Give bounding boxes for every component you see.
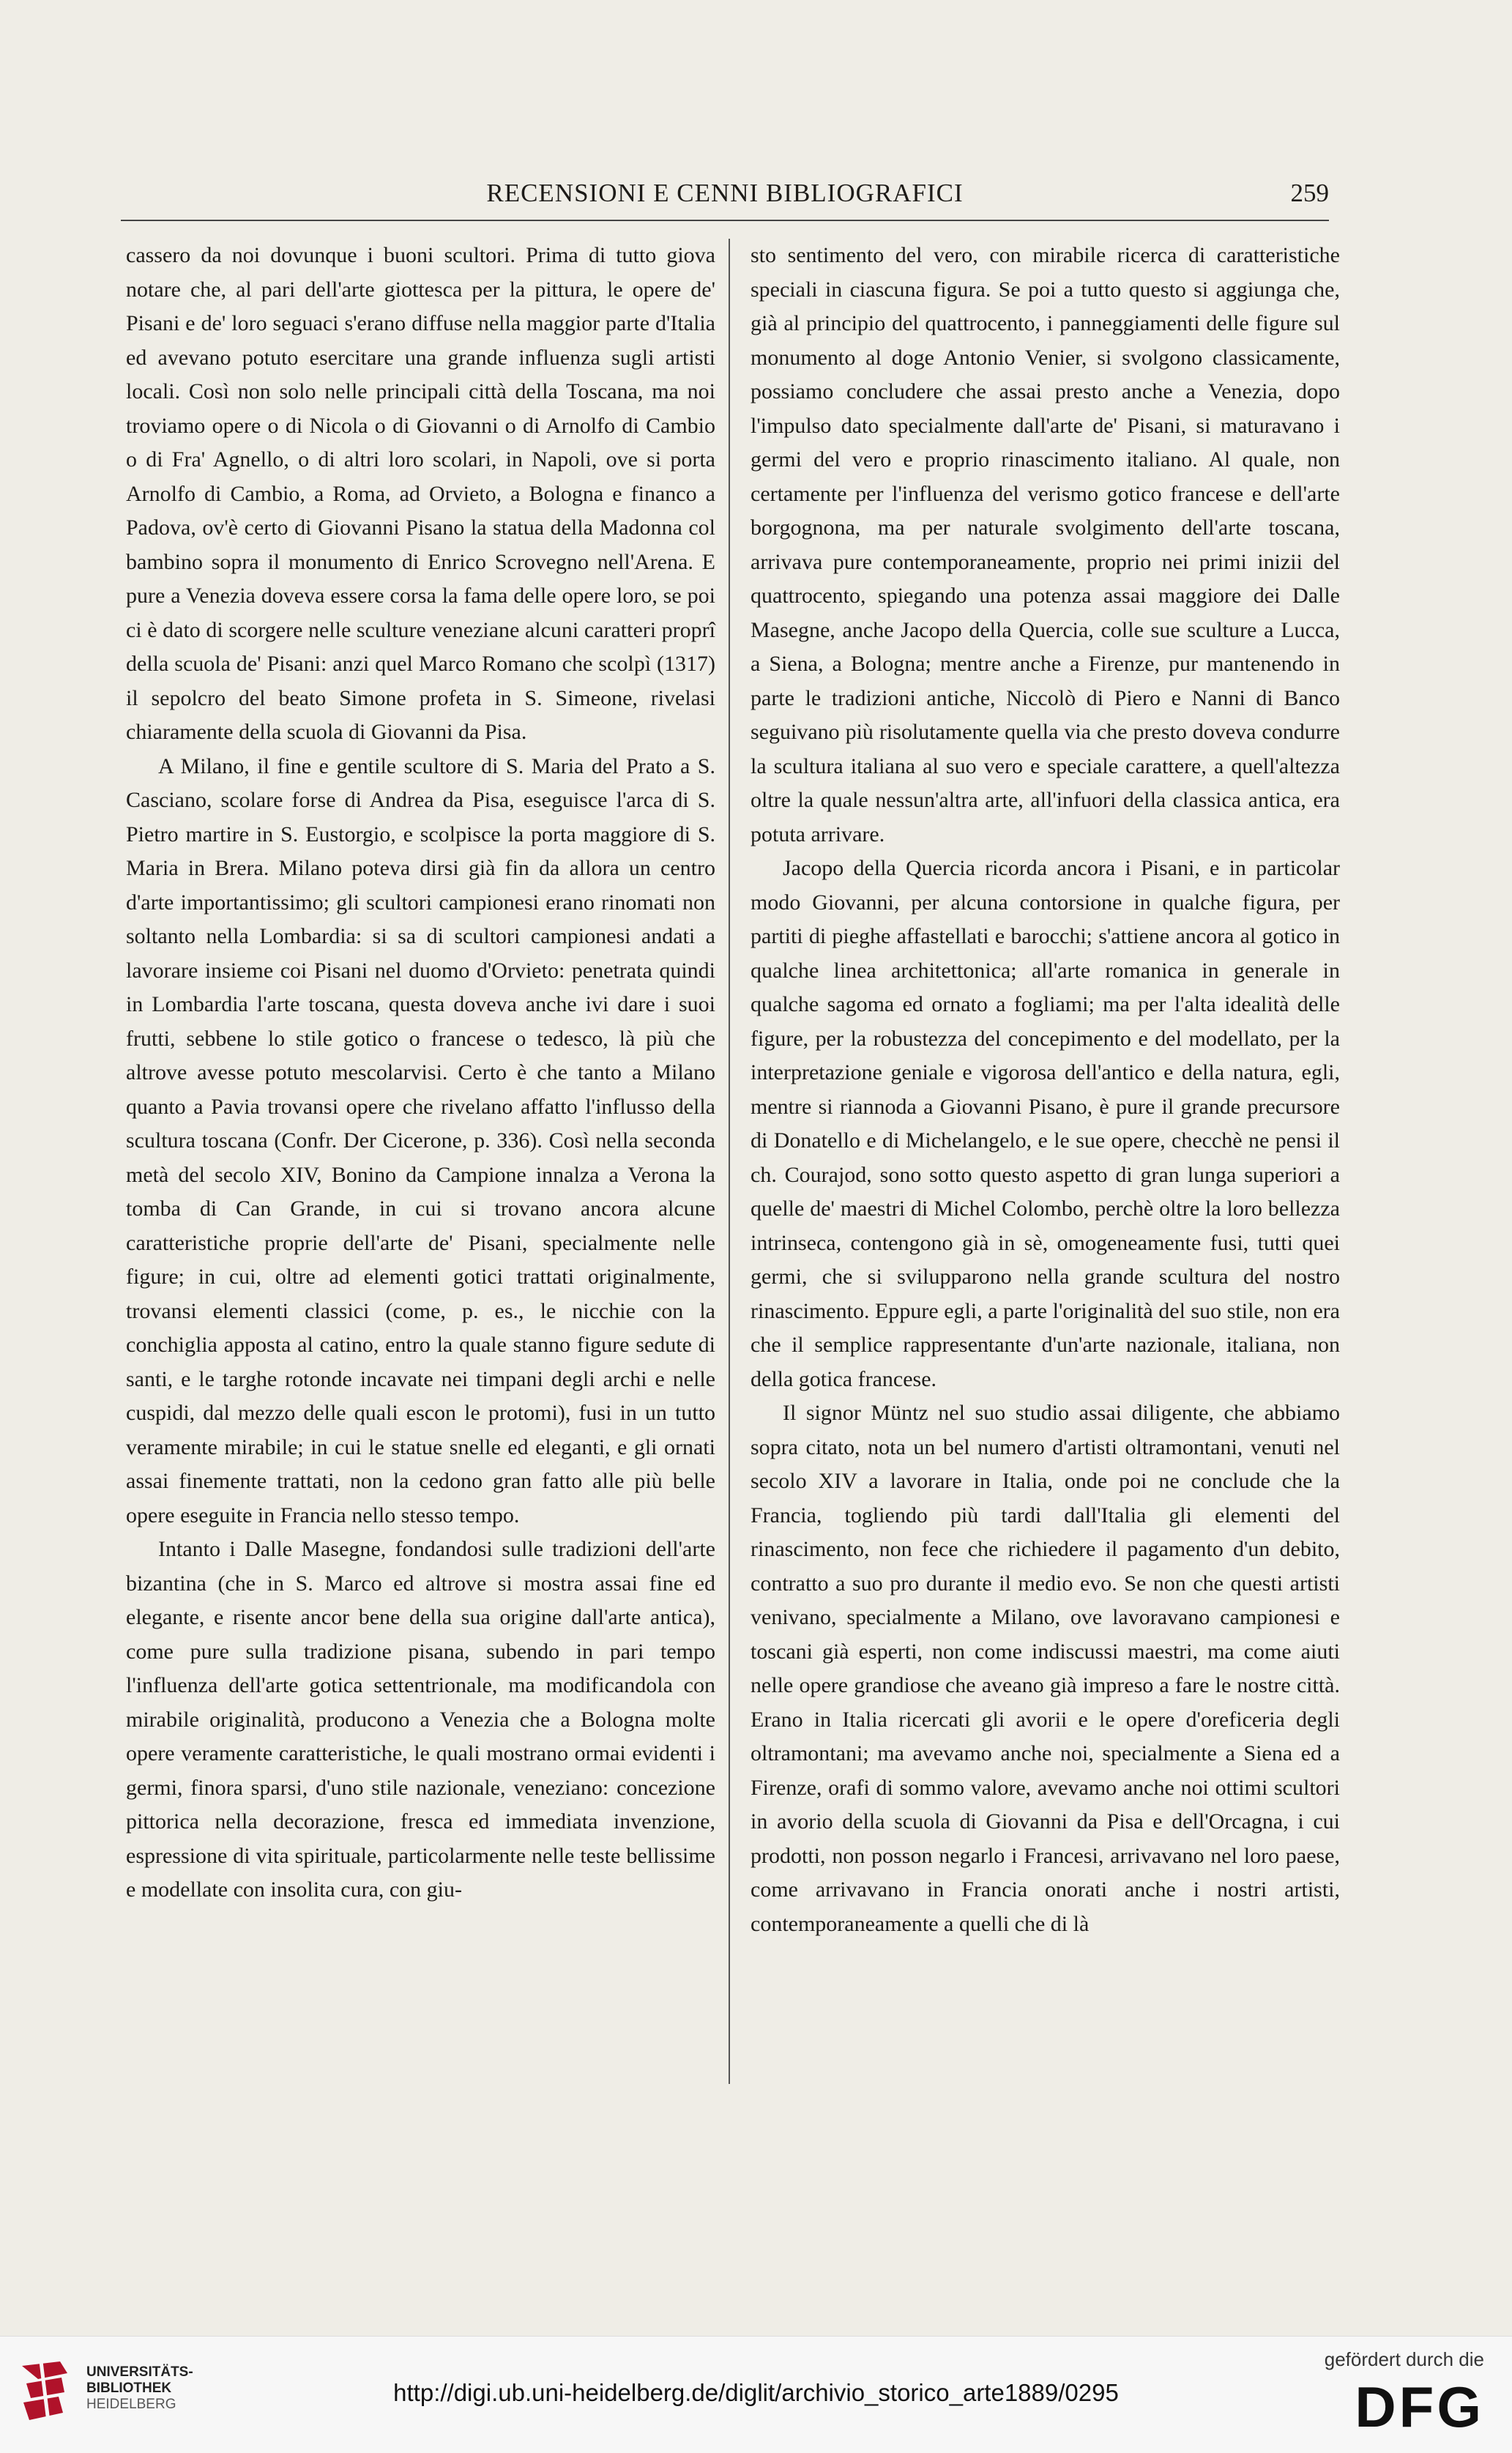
header-rule <box>121 220 1329 221</box>
paragraph: Intanto i Dalle Masegne, fondandosi sulle tradizioni dell'arte bizantina (che in S. Marco ed altrove si mostra assai fine ed elegante, e risente ancor bene della sua origine dall'arte antica), come pure sulla tradizione pisana, subendo in pari tempo l'influenza dell'arte gotica settentrionale, ma modificandola con mirabile originalità, producono a Venezia che a Bologna molte opere veramente caratteristiche, le quali mostrano ormai evidenti i germi, finora sparsi, d'uno stile nazionale, veneziano: concezione pittorica nella decorazione, fresca ed immediata invenzione, espressione di vita spirituale, particolarmente nelle teste bellissime e modellate con insolita cura, con giu- <box>126 1537 715 1902</box>
dfg-logo: DFG <box>1355 2375 1484 2439</box>
paragraph: A Milano, il fine e gentile scultore di S. Maria del Prato a S. Casciano, scolare forse di Andrea da Pisa, eseguisce l'arca di S. Pietro martire in S. Eustorgio, e scolpisce la porta maggiore di S. Maria in Brera. Milano poteva dirsi già fin da allora un centro d'arte importantissimo; gli scultori campionesi erano rinomati non soltanto nella Lombardia: si sa di scultori campionesi andati a lavorare insieme coi Pisani nel duomo d'Orvieto: penetrata quindi in Lombardia l'arte toscana, questa doveva anche ivi dare i suoi frutti, sebbene lo stile gotico o francese o tedesco, là più che altrove avesse potuto mescolarvisi. Certo è che tanto a Milano quanto a Pavia trovansi opere che rivelano affatto l'influsso della scultura toscana (Confr. Der Cicerone, p. 336). Così nella seconda metà del secolo XIV, Bonino da Campione innalza a Verona la tomba di Can Grande, in cui si trovano ancora alcune caratteristiche proprie dell'arte de' Pisani, specialmente nelle figure; in cui, oltre ad elementi gotici trattati originalmente, trovansi elementi classici (come, p. es., le nicchie con la conchiglia apposta al catino, entro la quale stanno figure sedute di santi, e le targhe rotonde incavate nei timpani degli archi e nelle cuspidi, dal mezzo delle quali escon le protomi), fusi in un tutto veramente mirabile; in cui le statue snelle ed eleganti, e gli ornati assai finemente trattati, non la cedono gran fatto alle più belle opere eseguite in Francia nello stesso tempo. <box>126 753 715 1527</box>
right-column <box>751 239 1340 1941</box>
column-divider <box>729 239 730 2084</box>
left-column <box>126 239 715 1907</box>
paragraph: sto sentimento del vero, con mirabile ricerca di caratteristiche speciali in ciascuna figura. Se poi a tutto questo si aggiunga che, già al principio del quattrocento, i panneggiamenti delle figure sul monumento al doge Antonio Venier, si svolgono classicamente, possiamo concludere che assai presto anche a Venezia, dopo l'impulso dato specialmente dall'arte de' Pisani, si maturavano i germi del vero e proprio rinascimento italiano. Al quale, non certamente per l'influenza del verismo gotico francese e dell'arte borgognona, ma per naturale svolgimento dell'arte toscana, arrivava pure contemporaneamente, proprio nei primi inizii del quattrocento, spiegando una potenza assai maggiore dei Dalle Masegne, anche Jacopo della Quercia, colle sue sculture a Lucca, a Siena, a Bologna; mentre anche a Firenze, pur mantenendo in parte le tradizioni antiche, Niccolò di Piero e Nanni di Banco seguivano più risolutamente quella via che presto doveva condurre la scultura italiana al suo vero e speciale carattere, a quell'altezza oltre la quale nessun'altra arte, all'infuori della classica antica, era potuta arrivare. <box>751 243 1340 846</box>
page-number: 259 <box>1290 179 1329 207</box>
footer-bar <box>0 2336 1512 2453</box>
paragraph: Jacopo della Quercia ricorda ancora i Pisani, e in particolar modo Giovanni, per alcuna contorsione in qualche figura, per partiti di pieghe affastellati e barocchi; s'attiene ancora al gotico in qualche linea architettonica; all'arte romanica in generale in qualche sagoma ed ornato a fogliami; ma per l'alta idealità delle figure, per la robustezza del concepimento e del modellato, per la interpretazione geniale e vigorosa dell'antico e della natura, egli, mentre si riannoda a Giovanni Pisano, è pure il grande precursore di Donatello e di Michelangelo, e le sue opere, checchè ne pensi il ch. Courajod, sono sotto questo aspetto di gran lunga superiori a quelle de' maestri di Michel Colombo, perchè oltre la loro bellezza intrinseca, contengono già in sè, omogeneamente fusi, tutti quei germi, che si svilupparono nella grande scultura del nostro rinascimento. Eppure egli, a parte l'originalità del suo stile, non era che il semplice rappresentante d'un'arte nazionale, italiana, non della gotica francese. <box>751 856 1340 1391</box>
university-library-name: UNIVERSITÄTS- BIBLIOTHEK HEIDELBERG <box>86 2364 193 2412</box>
paragraph: Il signor Müntz nel suo studio assai diligente, che abbiamo sopra citato, nota un bel numero d'artisti oltramontani, venuti nel secolo XIV a lavorare in Italia, onde poi ne conclude che la Francia, togliendo più tardi dall'Italia gli elementi del rinascimento, non fece che richiedere il pagamento d'un debito, contratto a suo pro durante il medio evo. Se non che questi artisti venivano, specialmente a Milano, ove lavoravano campionesi e toscani già esperti, non come indiscussi maestri, ma come aiuti nelle opere grandiose che aveano già impreso a fare le nostre città. Erano in Italia ricercati gli avorii e le opere d'oreficeria degli oltramontani; ma avevamo anche noi, specialmente a Siena ed a Firenze, orafi di sommo valore, avevamo anche noi ottimi scultori in avorio della scuola di Giovanni da Pisa e dell'Orcagna, i cui prodotti, non posson negarlo i Francesi, arrivavano nel loro paese, come arrivavano in Francia onorati anche i nostri artisti, contemporaneamente a quelli che di là <box>751 1401 1340 1936</box>
paragraph: cassero da noi dovunque i buoni scultori. Prima di tutto giova notare che, al pari dell'arte giottesca per la pittura, le opere de' Pisani e de' loro seguaci s'erano diffuse nella maggior parte d'Italia ed avevano potuto esercitare una grande influenza sugli artisti locali. Così non solo nelle principali città della Toscana, ma noi troviamo opere o di Nicola o di Giovanni o di Arnolfo di Cambio o di Fra' Agnello, o di altri loro scolari, in Napoli, ove si porta Arnolfo di Cambio, a Roma, ad Orvieto, a Bologna e financo a Padova, ov'è certo di Giovanni Pisano la statua della Madonna col bambino sopra il monumento di Enrico Scrovegno nell'Arena. E pure a Venezia doveva essere corsa la fama delle opere loro, se poi ci è dato di scorgere nelle sculture veneziane alcuni caratteri proprî della scuola de' Pisani: anzi quel Marco Romano che scolpì (1317) il sepolcro del beato Simone profeta in S. Simeone, rivelasi chiaramente della scuola di Giovanni da Pisa. <box>126 243 715 744</box>
running-title: RECENSIONI E CENNI BIBLIOGRAFICI <box>486 179 964 207</box>
permalink-url[interactable]: http://digi.ub.uni-heidelberg.de/diglit/archivio_storico_arte1889/0295 <box>393 2379 1119 2406</box>
funder-caption: gefördert durch die <box>1324 2348 1484 2370</box>
page-header <box>121 176 1329 217</box>
